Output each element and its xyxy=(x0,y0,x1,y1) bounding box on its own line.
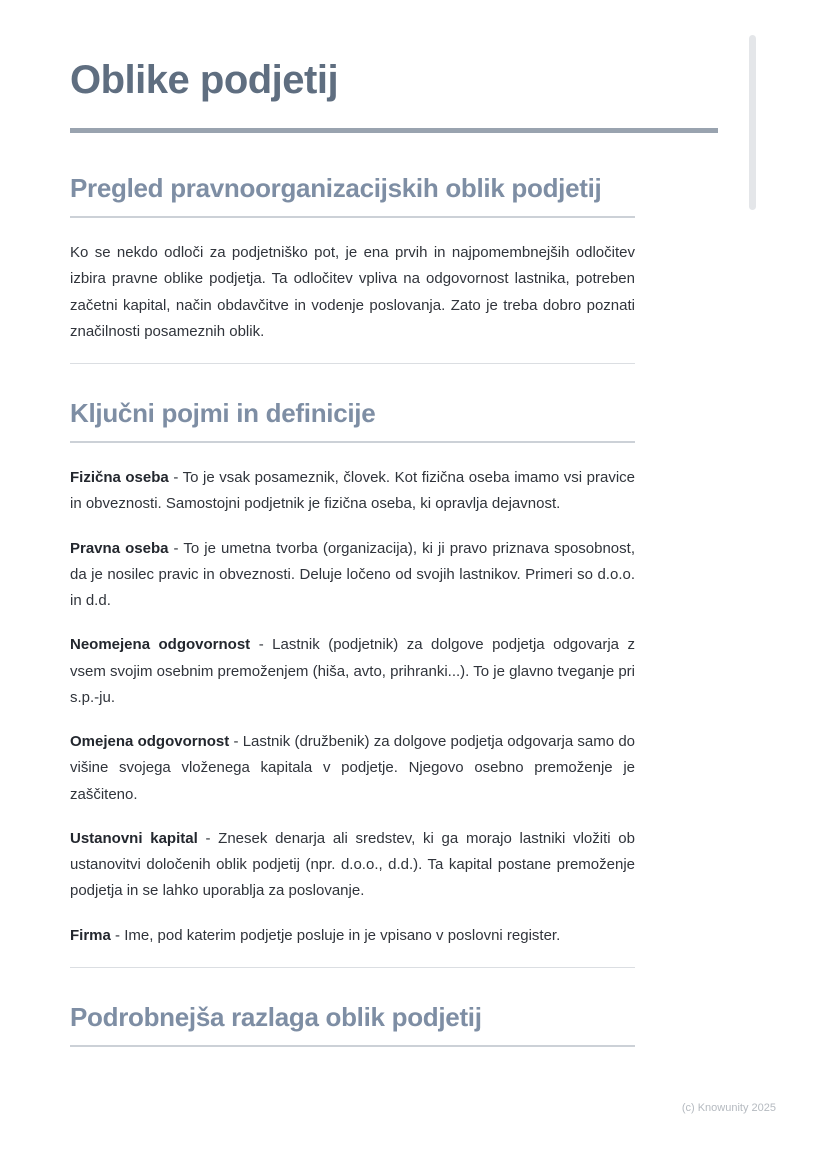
section-terms-heading-rule xyxy=(70,441,635,443)
term-label: Firma xyxy=(70,926,111,944)
section-overview-paragraph: Ko se nekdo odloči za podjetniško pot, je ena prvih in najpomembnejših odločitev izbira pravne oblike podjetja. Ta odločitev vpliva na odgovornost lastnika, potreben začetni kapital, način obdavčitve in vodenje poslovanja. Zato je treba dobro poznati značilnosti posameznih oblik. xyxy=(70,244,635,340)
term-item xyxy=(70,729,635,808)
section-detail-heading-rule xyxy=(70,1045,635,1047)
section-overview-heading-rule xyxy=(70,216,635,218)
term-label: Neomejena odgovornost xyxy=(70,636,251,654)
term-item xyxy=(70,826,635,905)
section-divider xyxy=(70,967,635,968)
term-definition: - To je vsak posameznik, človek. Kot fizična oseba imamo vsi pravice in obveznosti. Samostojni podjetnik je fizična oseba, ki opravlja dejavnost. xyxy=(70,469,635,513)
section-detail-heading: Podrobnejša razlaga oblik podjetij xyxy=(70,1001,482,1032)
term-definition: - Ime, pod katerim podjetje posluje in je vpisano v poslovni register. xyxy=(115,926,561,944)
section-terms xyxy=(70,396,635,949)
term-definition: - Znesek denarja ali sredstev, ki ga morajo lastniki vložiti ob ustanovitvi določenih oblik podjetij (npr. d.o.o., d.d.). Ta kapital postane premoženje podjetja in se lahko uporablja za poslovanje. xyxy=(70,829,635,900)
term-item xyxy=(70,536,635,615)
term-definition: - To je umetna tvorba (organizacija), ki ji pravo priznava sposobnost, da je nosilec pravic in obveznosti. Deluje ločeno od svojih lastnikov. Primeri so d.o.o. in d.d. xyxy=(70,539,635,609)
section-overview-heading: Pregled pravnoorganizacijskih oblik podjetij xyxy=(70,173,602,203)
section-detail xyxy=(70,1000,635,1047)
term-label: Omejena odgovornost xyxy=(70,733,230,750)
term-definition: - Lastnik (podjetnik) za dolgove podjetja odgovarja z vsem svojim osebnim premoženjem (hiša, avto, prihranki...). To je glavno tveganje pri s.p.-ju. xyxy=(70,636,636,706)
section-terms-heading: Ključni pojmi in definicije xyxy=(70,398,376,428)
section-divider xyxy=(70,363,635,364)
term-label: Fizična oseba xyxy=(70,469,169,486)
term-item xyxy=(70,632,635,711)
term-definition: - Lastnik (družbenik) za dolgove podjetja odgovarja samo do višine svojega vloženega kapitala v podjetje. Njegovo osebno premoženje je zaščiteno. xyxy=(70,733,636,803)
scrollbar-thumb[interactable] xyxy=(749,35,756,210)
section-overview xyxy=(70,171,635,345)
term-label: Pravna oseba xyxy=(70,539,169,557)
term-item xyxy=(70,465,635,518)
copyright-footer: (c) Knowunity 2025 xyxy=(681,1102,776,1114)
term-label: Ustanovni kapital xyxy=(70,829,198,847)
page-title: Oblike podjetij xyxy=(70,58,339,102)
term-item xyxy=(70,923,635,949)
title-rule xyxy=(70,128,718,133)
